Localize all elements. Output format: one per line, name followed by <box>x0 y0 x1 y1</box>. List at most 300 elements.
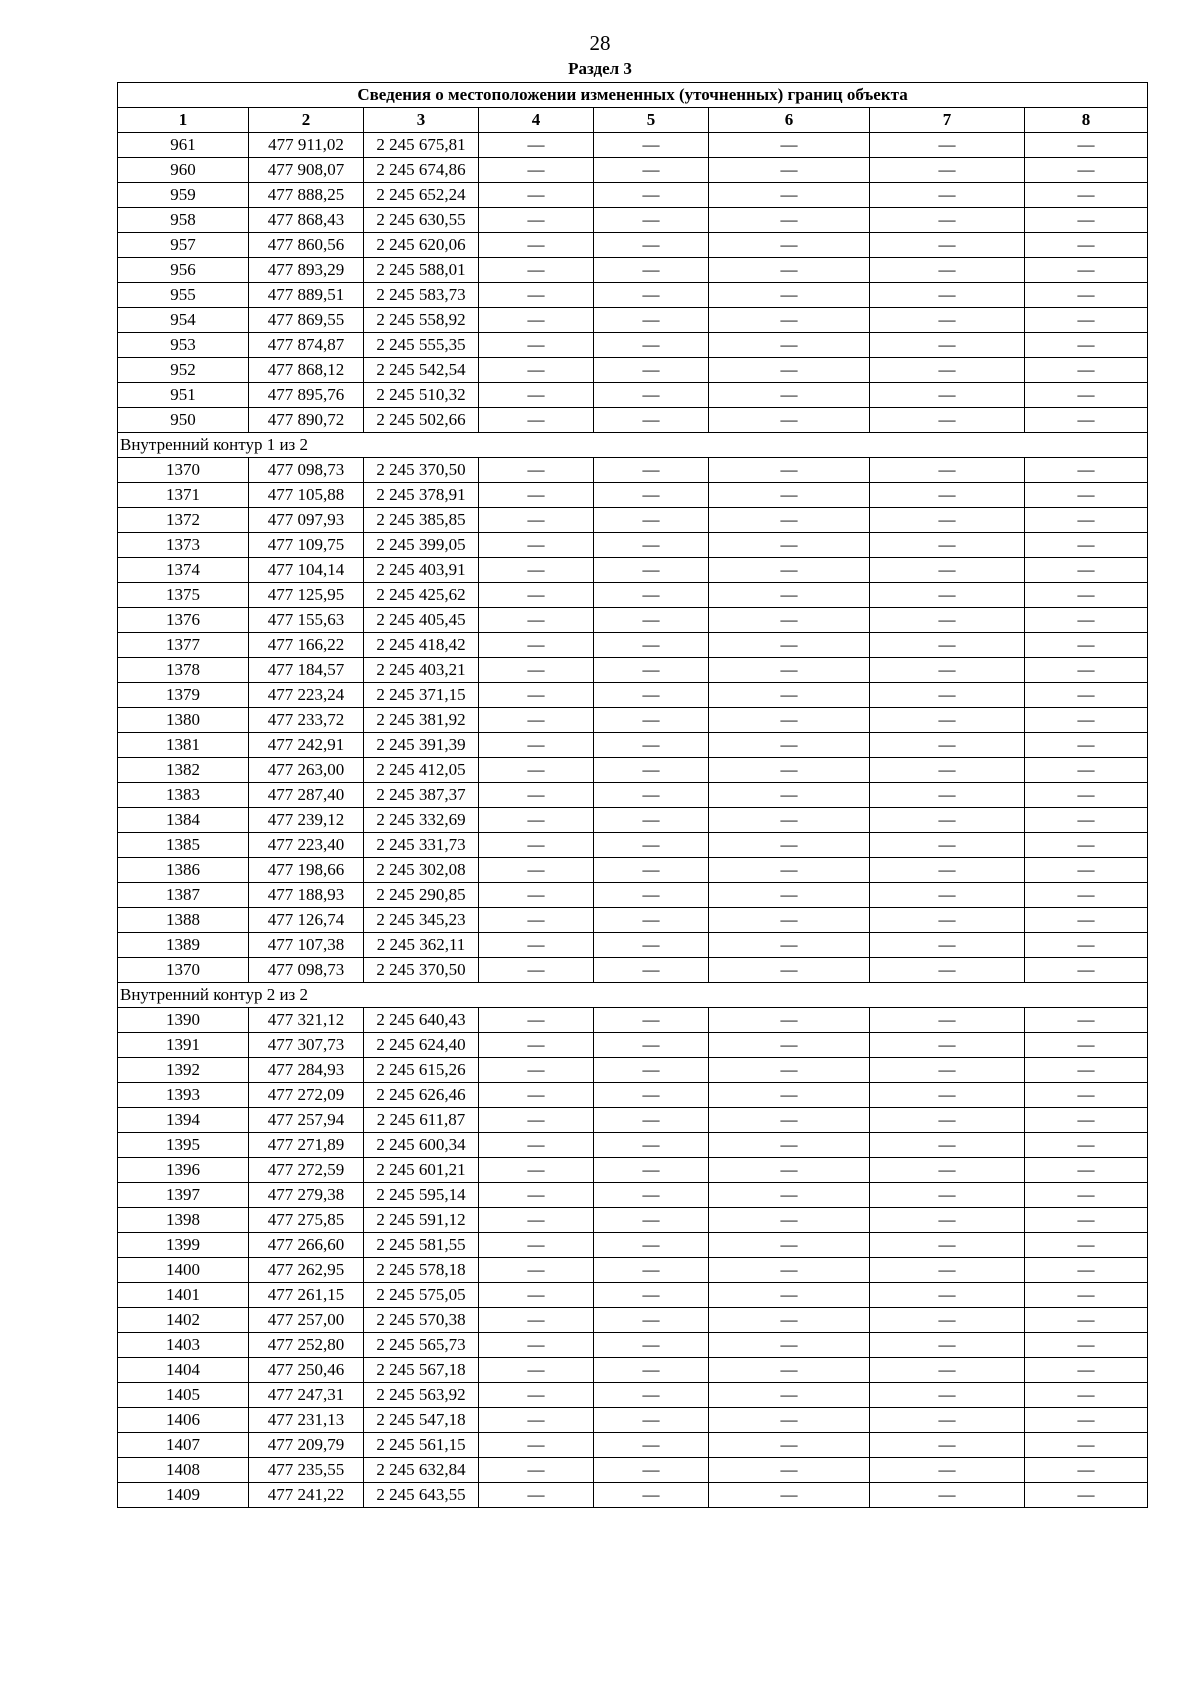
empty-dash-cell: — <box>479 683 594 708</box>
table-row <box>118 1458 1148 1483</box>
point-number-cell: 1384 <box>118 808 249 833</box>
empty-dash-cell: — <box>1025 383 1148 408</box>
y-coordinate-cell: 2 245 555,35 <box>364 333 479 358</box>
point-number-cell: 1406 <box>118 1408 249 1433</box>
x-coordinate-cell: 477 272,09 <box>249 1083 364 1108</box>
x-coordinate-cell: 477 105,88 <box>249 483 364 508</box>
empty-dash-cell: — <box>709 1308 870 1333</box>
empty-dash-cell: — <box>594 1133 709 1158</box>
empty-dash-cell: — <box>1025 658 1148 683</box>
table-row <box>118 1383 1148 1408</box>
y-coordinate-cell: 2 245 425,62 <box>364 583 479 608</box>
x-coordinate-cell: 477 890,72 <box>249 408 364 433</box>
empty-dash-cell: — <box>709 1433 870 1458</box>
empty-dash-cell: — <box>479 1108 594 1133</box>
x-coordinate-cell: 477 107,38 <box>249 933 364 958</box>
table-row <box>118 658 1148 683</box>
empty-dash-cell: — <box>1025 208 1148 233</box>
empty-dash-cell: — <box>870 808 1025 833</box>
table-row <box>118 608 1148 633</box>
coordinates-table <box>117 82 1148 1508</box>
empty-dash-cell: — <box>479 1058 594 1083</box>
empty-dash-cell: — <box>1025 1208 1148 1233</box>
table-row <box>118 883 1148 908</box>
y-coordinate-cell: 2 245 385,85 <box>364 508 479 533</box>
table-row <box>118 808 1148 833</box>
empty-dash-cell: — <box>479 708 594 733</box>
empty-dash-cell: — <box>870 1158 1025 1183</box>
empty-dash-cell: — <box>594 1358 709 1383</box>
column-header: 4 <box>479 108 594 133</box>
empty-dash-cell: — <box>709 308 870 333</box>
contour-label: Внутренний контур 2 из 2 <box>118 983 1148 1008</box>
x-coordinate-cell: 477 250,46 <box>249 1358 364 1383</box>
empty-dash-cell: — <box>1025 1233 1148 1258</box>
empty-dash-cell: — <box>709 1333 870 1358</box>
x-coordinate-cell: 477 262,95 <box>249 1258 364 1283</box>
empty-dash-cell: — <box>709 1383 870 1408</box>
empty-dash-cell: — <box>709 408 870 433</box>
point-number-cell: 1398 <box>118 1208 249 1233</box>
empty-dash-cell: — <box>479 308 594 333</box>
x-coordinate-cell: 477 233,72 <box>249 708 364 733</box>
empty-dash-cell: — <box>1025 1108 1148 1133</box>
y-coordinate-cell: 2 245 567,18 <box>364 1358 479 1383</box>
empty-dash-cell: — <box>479 1158 594 1183</box>
table-row <box>118 1108 1148 1133</box>
section-title: Раздел 3 <box>568 59 632 78</box>
x-coordinate-cell: 477 307,73 <box>249 1033 364 1058</box>
y-coordinate-cell: 2 245 563,92 <box>364 1383 479 1408</box>
table-row <box>118 708 1148 733</box>
empty-dash-cell: — <box>709 608 870 633</box>
table-body <box>118 133 1148 1508</box>
point-number-cell: 1402 <box>118 1308 249 1333</box>
empty-dash-cell: — <box>479 933 594 958</box>
empty-dash-cell: — <box>594 683 709 708</box>
x-coordinate-cell: 477 889,51 <box>249 283 364 308</box>
y-coordinate-cell: 2 245 620,06 <box>364 233 479 258</box>
empty-dash-cell: — <box>709 783 870 808</box>
table-row <box>118 358 1148 383</box>
x-coordinate-cell: 477 155,63 <box>249 608 364 633</box>
y-coordinate-cell: 2 245 405,45 <box>364 608 479 633</box>
empty-dash-cell: — <box>870 1408 1025 1433</box>
empty-dash-cell: — <box>479 1183 594 1208</box>
empty-dash-cell: — <box>709 458 870 483</box>
empty-dash-cell: — <box>594 1433 709 1458</box>
empty-dash-cell: — <box>1025 633 1148 658</box>
empty-dash-cell: — <box>479 633 594 658</box>
empty-dash-cell: — <box>870 683 1025 708</box>
point-number-cell: 1378 <box>118 658 249 683</box>
point-number-cell: 1399 <box>118 1233 249 1258</box>
empty-dash-cell: — <box>479 1358 594 1383</box>
empty-dash-cell: — <box>870 1233 1025 1258</box>
point-number-cell: 1375 <box>118 583 249 608</box>
empty-dash-cell: — <box>709 483 870 508</box>
x-coordinate-cell: 477 235,55 <box>249 1458 364 1483</box>
empty-dash-cell: — <box>479 1483 594 1508</box>
empty-dash-cell: — <box>709 708 870 733</box>
table-row <box>118 383 1148 408</box>
empty-dash-cell: — <box>479 1133 594 1158</box>
empty-dash-cell: — <box>479 833 594 858</box>
empty-dash-cell: — <box>870 233 1025 258</box>
point-number-cell: 1383 <box>118 783 249 808</box>
empty-dash-cell: — <box>1025 408 1148 433</box>
empty-dash-cell: — <box>594 283 709 308</box>
empty-dash-cell: — <box>594 1383 709 1408</box>
y-coordinate-cell: 2 245 387,37 <box>364 783 479 808</box>
table-row <box>118 1008 1148 1033</box>
x-coordinate-cell: 477 097,93 <box>249 508 364 533</box>
empty-dash-cell: — <box>479 358 594 383</box>
empty-dash-cell: — <box>594 933 709 958</box>
empty-dash-cell: — <box>1025 1333 1148 1358</box>
empty-dash-cell: — <box>870 1358 1025 1383</box>
empty-dash-cell: — <box>479 383 594 408</box>
y-coordinate-cell: 2 245 412,05 <box>364 758 479 783</box>
y-coordinate-cell: 2 245 588,01 <box>364 258 479 283</box>
table-row <box>118 1158 1148 1183</box>
empty-dash-cell: — <box>1025 1133 1148 1158</box>
empty-dash-cell: — <box>709 1233 870 1258</box>
x-coordinate-cell: 477 098,73 <box>249 458 364 483</box>
table-row <box>118 308 1148 333</box>
empty-dash-cell: — <box>594 708 709 733</box>
empty-dash-cell: — <box>1025 883 1148 908</box>
empty-dash-cell: — <box>594 1108 709 1133</box>
point-number-cell: 953 <box>118 333 249 358</box>
empty-dash-cell: — <box>479 1008 594 1033</box>
empty-dash-cell: — <box>594 783 709 808</box>
point-number-cell: 1394 <box>118 1108 249 1133</box>
empty-dash-cell: — <box>1025 833 1148 858</box>
empty-dash-cell: — <box>709 1183 870 1208</box>
empty-dash-cell: — <box>1025 333 1148 358</box>
empty-dash-cell: — <box>870 1058 1025 1083</box>
y-coordinate-cell: 2 245 591,12 <box>364 1208 479 1233</box>
empty-dash-cell: — <box>479 408 594 433</box>
table-row <box>118 508 1148 533</box>
point-number-cell: 954 <box>118 308 249 333</box>
point-number-cell: 1371 <box>118 483 249 508</box>
table-row <box>118 558 1148 583</box>
point-number-cell: 1386 <box>118 858 249 883</box>
point-number-cell: 1380 <box>118 708 249 733</box>
empty-dash-cell: — <box>594 833 709 858</box>
empty-dash-cell: — <box>870 858 1025 883</box>
empty-dash-cell: — <box>870 283 1025 308</box>
point-number-cell: 960 <box>118 158 249 183</box>
table-row <box>118 483 1148 508</box>
empty-dash-cell: — <box>870 1458 1025 1483</box>
table-row <box>118 958 1148 983</box>
empty-dash-cell: — <box>1025 1433 1148 1458</box>
table-row <box>118 1408 1148 1433</box>
empty-dash-cell: — <box>870 733 1025 758</box>
empty-dash-cell: — <box>479 783 594 808</box>
empty-dash-cell: — <box>479 583 594 608</box>
empty-dash-cell: — <box>709 733 870 758</box>
empty-dash-cell: — <box>709 133 870 158</box>
point-number-cell: 952 <box>118 358 249 383</box>
x-coordinate-cell: 477 257,00 <box>249 1308 364 1333</box>
table-row <box>118 1358 1148 1383</box>
point-number-cell: 1388 <box>118 908 249 933</box>
empty-dash-cell: — <box>709 808 870 833</box>
point-number-cell: 958 <box>118 208 249 233</box>
y-coordinate-cell: 2 245 290,85 <box>364 883 479 908</box>
empty-dash-cell: — <box>870 1033 1025 1058</box>
empty-dash-cell: — <box>594 908 709 933</box>
empty-dash-cell: — <box>1025 708 1148 733</box>
empty-dash-cell: — <box>1025 483 1148 508</box>
x-coordinate-cell: 477 271,89 <box>249 1133 364 1158</box>
table-row <box>118 1208 1148 1233</box>
empty-dash-cell: — <box>870 1383 1025 1408</box>
empty-dash-cell: — <box>870 408 1025 433</box>
y-coordinate-cell: 2 245 510,32 <box>364 383 479 408</box>
y-coordinate-cell: 2 245 601,21 <box>364 1158 479 1183</box>
empty-dash-cell: — <box>1025 458 1148 483</box>
empty-dash-cell: — <box>709 258 870 283</box>
empty-dash-cell: — <box>594 158 709 183</box>
y-coordinate-cell: 2 245 302,08 <box>364 858 479 883</box>
empty-dash-cell: — <box>1025 1458 1148 1483</box>
contour-label-row <box>118 433 1148 458</box>
empty-dash-cell: — <box>870 333 1025 358</box>
empty-dash-cell: — <box>594 658 709 683</box>
point-number-cell: 1379 <box>118 683 249 708</box>
x-coordinate-cell: 477 231,13 <box>249 1408 364 1433</box>
empty-dash-cell: — <box>594 1233 709 1258</box>
empty-dash-cell: — <box>594 858 709 883</box>
empty-dash-cell: — <box>709 583 870 608</box>
point-number-cell: 1370 <box>118 458 249 483</box>
point-number-cell: 1373 <box>118 533 249 558</box>
table-row <box>118 1258 1148 1283</box>
empty-dash-cell: — <box>594 533 709 558</box>
x-coordinate-cell: 477 223,24 <box>249 683 364 708</box>
x-coordinate-cell: 477 188,93 <box>249 883 364 908</box>
y-coordinate-cell: 2 245 399,05 <box>364 533 479 558</box>
x-coordinate-cell: 477 287,40 <box>249 783 364 808</box>
y-coordinate-cell: 2 245 652,24 <box>364 183 479 208</box>
empty-dash-cell: — <box>870 558 1025 583</box>
y-coordinate-cell: 2 245 578,18 <box>364 1258 479 1283</box>
empty-dash-cell: — <box>870 1108 1025 1133</box>
empty-dash-cell: — <box>709 908 870 933</box>
point-number-cell: 1409 <box>118 1483 249 1508</box>
empty-dash-cell: — <box>870 933 1025 958</box>
point-number-cell: 1374 <box>118 558 249 583</box>
table-row <box>118 1083 1148 1108</box>
empty-dash-cell: — <box>1025 758 1148 783</box>
table-row <box>118 283 1148 308</box>
y-coordinate-cell: 2 245 583,73 <box>364 283 479 308</box>
empty-dash-cell: — <box>479 133 594 158</box>
table-row <box>118 858 1148 883</box>
empty-dash-cell: — <box>709 1408 870 1433</box>
point-number-cell: 950 <box>118 408 249 433</box>
y-coordinate-cell: 2 245 640,43 <box>364 1008 479 1033</box>
empty-dash-cell: — <box>709 533 870 558</box>
table-row <box>118 533 1148 558</box>
empty-dash-cell: — <box>1025 683 1148 708</box>
empty-dash-cell: — <box>709 283 870 308</box>
empty-dash-cell: — <box>1025 533 1148 558</box>
empty-dash-cell: — <box>1025 583 1148 608</box>
table-row <box>118 733 1148 758</box>
point-number-cell: 1392 <box>118 1058 249 1083</box>
empty-dash-cell: — <box>479 858 594 883</box>
point-number-cell: 1377 <box>118 633 249 658</box>
y-coordinate-cell: 2 245 595,14 <box>364 1183 479 1208</box>
empty-dash-cell: — <box>479 1433 594 1458</box>
empty-dash-cell: — <box>709 883 870 908</box>
empty-dash-cell: — <box>870 1283 1025 1308</box>
empty-dash-cell: — <box>594 808 709 833</box>
table-row <box>118 183 1148 208</box>
empty-dash-cell: — <box>1025 908 1148 933</box>
table-row <box>118 933 1148 958</box>
x-coordinate-cell: 477 272,59 <box>249 1158 364 1183</box>
point-number-cell: 1391 <box>118 1033 249 1058</box>
empty-dash-cell: — <box>709 683 870 708</box>
y-coordinate-cell: 2 245 502,66 <box>364 408 479 433</box>
table-caption: Сведения о местоположении измененных (уточненных) границ объекта <box>118 83 1148 108</box>
empty-dash-cell: — <box>479 1258 594 1283</box>
empty-dash-cell: — <box>1025 1183 1148 1208</box>
table-row <box>118 1133 1148 1158</box>
empty-dash-cell: — <box>1025 1408 1148 1433</box>
y-coordinate-cell: 2 245 575,05 <box>364 1283 479 1308</box>
empty-dash-cell: — <box>870 158 1025 183</box>
table-row <box>118 783 1148 808</box>
column-header-row <box>118 108 1148 133</box>
empty-dash-cell: — <box>594 308 709 333</box>
x-coordinate-cell: 477 252,80 <box>249 1333 364 1358</box>
empty-dash-cell: — <box>479 1408 594 1433</box>
empty-dash-cell: — <box>870 633 1025 658</box>
y-coordinate-cell: 2 245 615,26 <box>364 1058 479 1083</box>
empty-dash-cell: — <box>594 483 709 508</box>
empty-dash-cell: — <box>709 208 870 233</box>
empty-dash-cell: — <box>479 1283 594 1308</box>
empty-dash-cell: — <box>479 1308 594 1333</box>
column-header: 5 <box>594 108 709 133</box>
table-row <box>118 233 1148 258</box>
x-coordinate-cell: 477 860,56 <box>249 233 364 258</box>
empty-dash-cell: — <box>594 558 709 583</box>
point-number-cell: 1405 <box>118 1383 249 1408</box>
y-coordinate-cell: 2 245 345,23 <box>364 908 479 933</box>
y-coordinate-cell: 2 245 391,39 <box>364 733 479 758</box>
y-coordinate-cell: 2 245 558,92 <box>364 308 479 333</box>
point-number-cell: 1370 <box>118 958 249 983</box>
y-coordinate-cell: 2 245 371,15 <box>364 683 479 708</box>
empty-dash-cell: — <box>1025 308 1148 333</box>
empty-dash-cell: — <box>870 833 1025 858</box>
empty-dash-cell: — <box>709 1108 870 1133</box>
y-coordinate-cell: 2 245 581,55 <box>364 1233 479 1258</box>
empty-dash-cell: — <box>709 1283 870 1308</box>
empty-dash-cell: — <box>870 133 1025 158</box>
empty-dash-cell: — <box>1025 558 1148 583</box>
empty-dash-cell: — <box>709 633 870 658</box>
empty-dash-cell: — <box>594 1308 709 1333</box>
contour-label-row <box>118 983 1148 1008</box>
table-row <box>118 208 1148 233</box>
empty-dash-cell: — <box>709 758 870 783</box>
empty-dash-cell: — <box>709 1258 870 1283</box>
empty-dash-cell: — <box>594 1258 709 1283</box>
empty-dash-cell: — <box>709 1208 870 1233</box>
empty-dash-cell: — <box>479 1383 594 1408</box>
empty-dash-cell: — <box>870 1258 1025 1283</box>
empty-dash-cell: — <box>870 783 1025 808</box>
empty-dash-cell: — <box>870 1433 1025 1458</box>
empty-dash-cell: — <box>870 583 1025 608</box>
empty-dash-cell: — <box>1025 283 1148 308</box>
table-row <box>118 833 1148 858</box>
y-coordinate-cell: 2 245 370,50 <box>364 958 479 983</box>
x-coordinate-cell: 477 241,22 <box>249 1483 364 1508</box>
empty-dash-cell: — <box>1025 183 1148 208</box>
point-number-cell: 1404 <box>118 1358 249 1383</box>
empty-dash-cell: — <box>870 758 1025 783</box>
x-coordinate-cell: 477 868,43 <box>249 208 364 233</box>
empty-dash-cell: — <box>479 183 594 208</box>
empty-dash-cell: — <box>709 1083 870 1108</box>
empty-dash-cell: — <box>479 758 594 783</box>
empty-dash-cell: — <box>594 758 709 783</box>
page-number: 28 <box>589 31 611 55</box>
column-header: 7 <box>870 108 1025 133</box>
x-coordinate-cell: 477 242,91 <box>249 733 364 758</box>
y-coordinate-cell: 2 245 600,34 <box>364 1133 479 1158</box>
x-coordinate-cell: 477 868,12 <box>249 358 364 383</box>
empty-dash-cell: — <box>709 1133 870 1158</box>
empty-dash-cell: — <box>870 1208 1025 1233</box>
empty-dash-cell: — <box>479 233 594 258</box>
point-number-cell: 955 <box>118 283 249 308</box>
column-header: 2 <box>249 108 364 133</box>
empty-dash-cell: — <box>479 658 594 683</box>
table-row <box>118 1308 1148 1333</box>
table-row <box>118 258 1148 283</box>
empty-dash-cell: — <box>479 1233 594 1258</box>
x-coordinate-cell: 477 893,29 <box>249 258 364 283</box>
x-coordinate-cell: 477 279,38 <box>249 1183 364 1208</box>
empty-dash-cell: — <box>1025 1283 1148 1308</box>
y-coordinate-cell: 2 245 362,11 <box>364 933 479 958</box>
empty-dash-cell: — <box>709 858 870 883</box>
empty-dash-cell: — <box>1025 858 1148 883</box>
empty-dash-cell: — <box>479 808 594 833</box>
empty-dash-cell: — <box>479 1333 594 1358</box>
empty-dash-cell: — <box>1025 508 1148 533</box>
point-number-cell: 1387 <box>118 883 249 908</box>
table-row <box>118 158 1148 183</box>
empty-dash-cell: — <box>594 733 709 758</box>
empty-dash-cell: — <box>479 283 594 308</box>
empty-dash-cell: — <box>870 1008 1025 1033</box>
empty-dash-cell: — <box>709 358 870 383</box>
empty-dash-cell: — <box>594 508 709 533</box>
